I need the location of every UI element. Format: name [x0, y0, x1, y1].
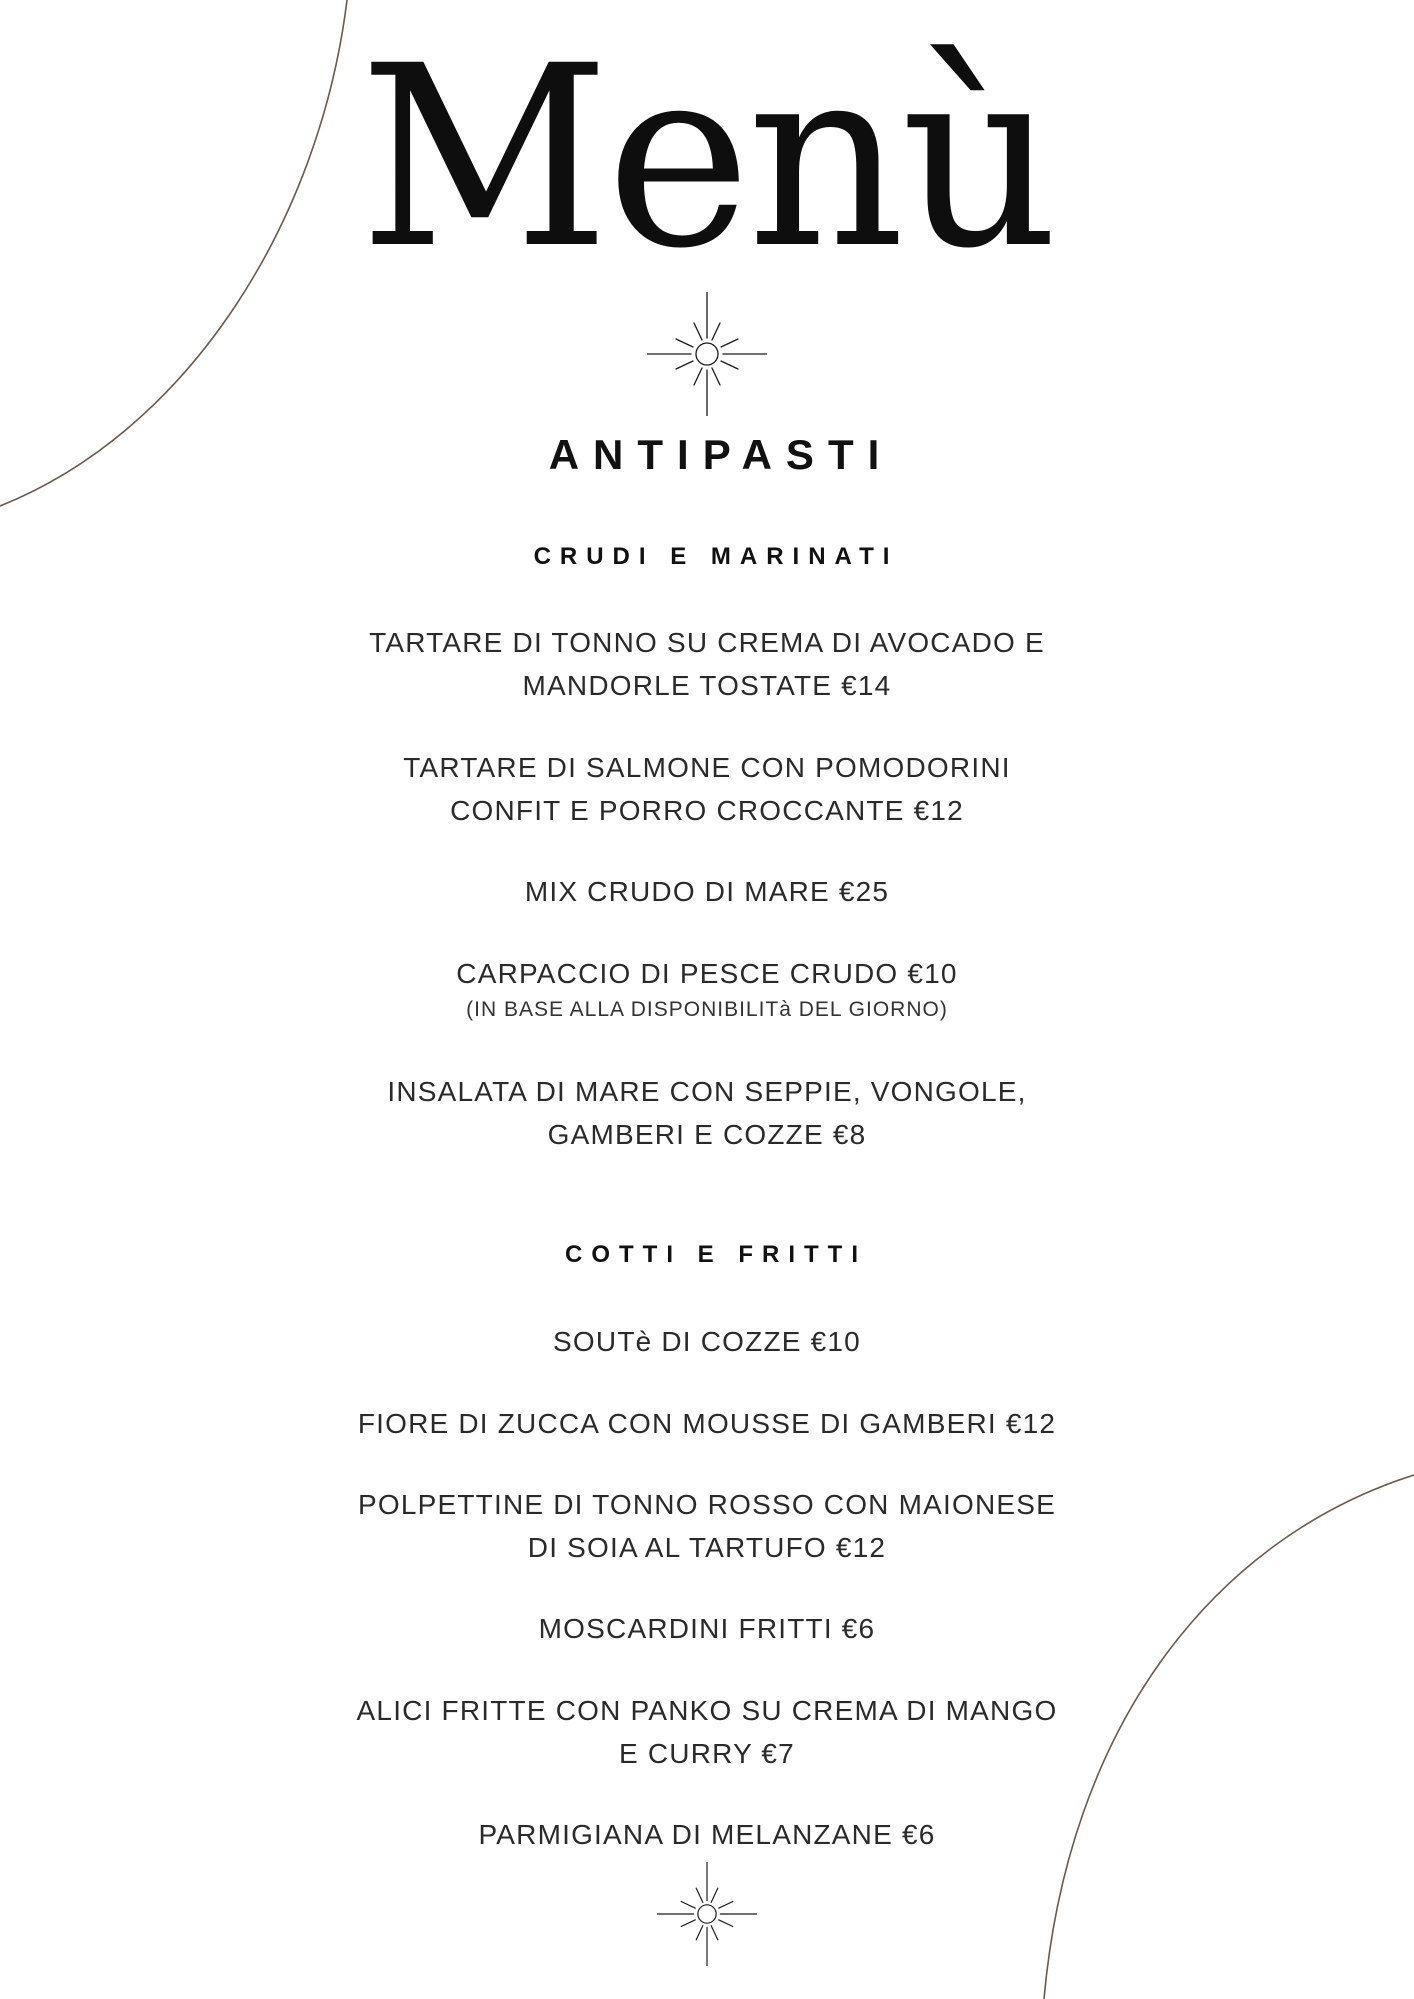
section-title: ANTIPASTI: [548, 431, 894, 478]
menu-item-line: PARMIGIANA DI MELANZANE €6: [478, 1819, 936, 1850]
menu-item-line: INSALATA DI MARE CON SEPPIE, VONGOLE,: [387, 1076, 1027, 1107]
menu-item-line: MANDORLE TOSTATE €14: [522, 670, 892, 701]
menu-item-line: CONFIT E PORRO CROCCANTE €12: [450, 795, 964, 826]
menu-item: [257, 1689, 1157, 1775]
menu-item: [257, 1070, 1157, 1156]
menu-item-line: TARTARE DI TONNO SU CREMA DI AVOCADO E: [369, 627, 1045, 658]
menu-item-line: DI SOIA AL TARTUFO €12: [527, 1532, 887, 1563]
menu-item-line: GAMBERI E COZZE €8: [547, 1119, 867, 1150]
menu-item: [257, 1402, 1157, 1445]
menu-item: [257, 621, 1157, 707]
menu-item: [257, 952, 1157, 1025]
menu-item-line: FIORE DI ZUCCA CON MOUSSE DI GAMBERI €12: [357, 1408, 1057, 1439]
menu-item-line: ALICI FRITTE CON PANKO SU CREMA DI MANGO: [356, 1695, 1058, 1726]
sunburst-icon: [657, 1862, 757, 1966]
group-title-crudi: CRUDI E MARINATI: [533, 543, 899, 570]
menu-item: [257, 1320, 1157, 1363]
page-title: Menù: [359, 12, 1055, 303]
menu-item: [257, 746, 1157, 832]
menu-item: [257, 1607, 1157, 1650]
menu-item: [257, 870, 1157, 913]
menu-item-line: SOUTè DI COZZE €10: [553, 1326, 861, 1357]
menu-item-line: MIX CRUDO DI MARE €25: [524, 876, 890, 907]
menu-item: [257, 1813, 1157, 1856]
menu-item: [257, 1483, 1157, 1569]
menu-item-line: E CURRY €7: [619, 1738, 795, 1769]
menu-item-line: POLPETTINE DI TONNO ROSSO CON MAIONESE: [357, 1489, 1056, 1520]
sunburst-icon: [647, 292, 767, 416]
menu-item-line: CARPACCIO DI PESCE CRUDO €10: [456, 958, 958, 989]
menu-item-line: MOSCARDINI FRITTI €6: [538, 1613, 876, 1644]
menu-item-note: (IN BASE ALLA DISPONIBILITà DEL GIORNO): [466, 998, 948, 1021]
menu-item-line: TARTARE DI SALMONE CON POMODORINI: [403, 752, 1011, 783]
group-title-cotti: COTTI E FRITTI: [565, 1241, 867, 1268]
